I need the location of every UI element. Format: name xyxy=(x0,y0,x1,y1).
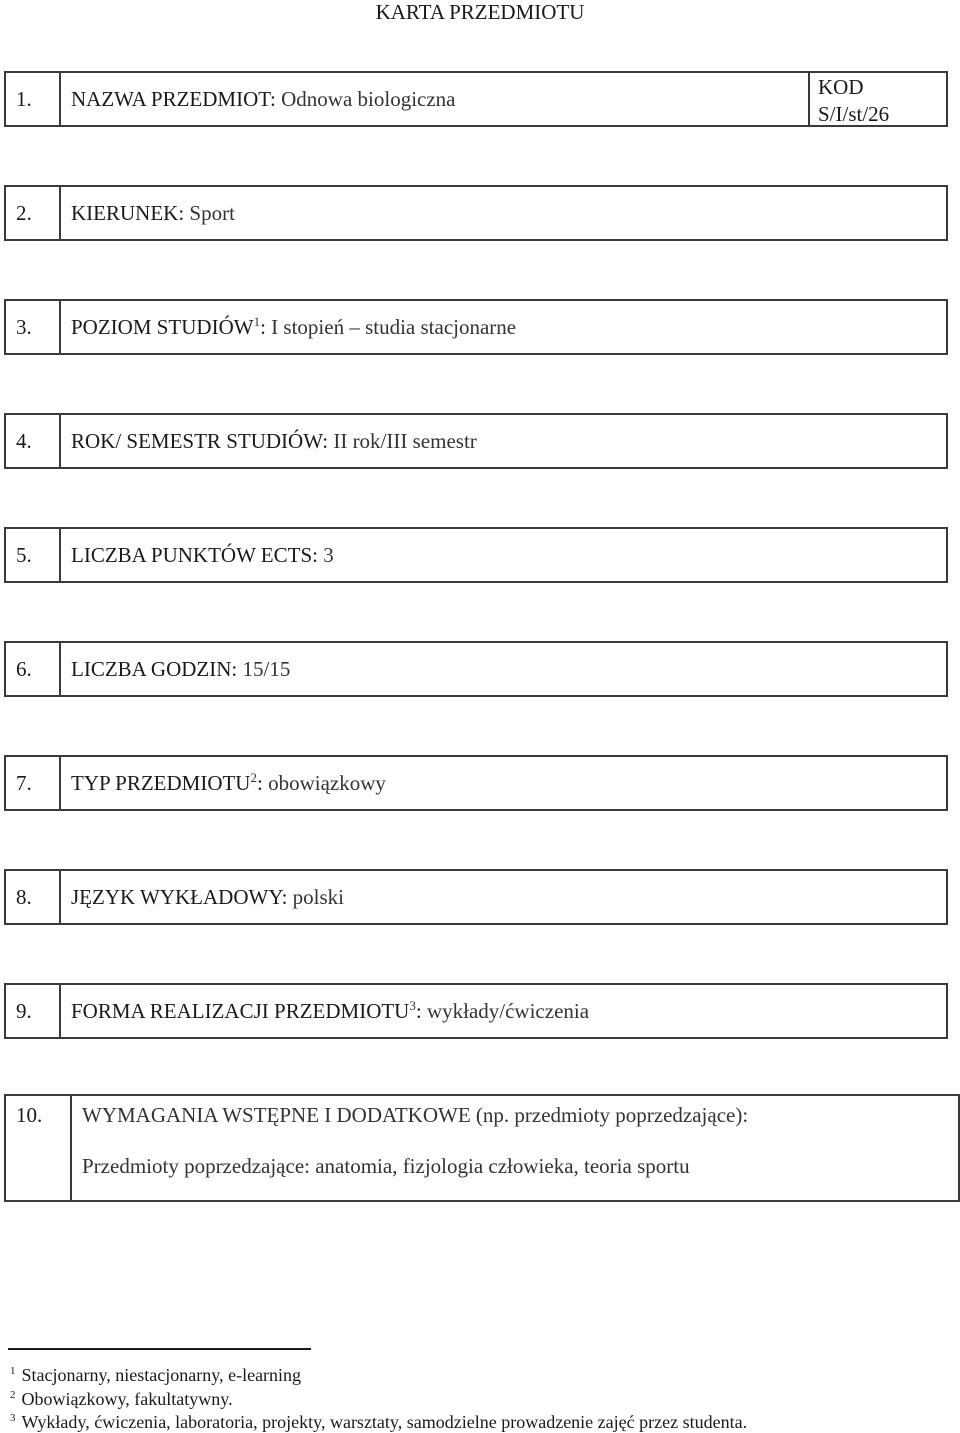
kod-value: S/I/st/26 xyxy=(818,102,890,126)
row-label: FORMA REALIZACJI PRZEDMIOTU xyxy=(71,999,410,1023)
row-number: 7. xyxy=(6,757,61,809)
row-number: 3. xyxy=(6,301,61,353)
footnote-mark: 1 xyxy=(10,1365,16,1377)
row-number: 4. xyxy=(6,415,61,467)
row-value: wykłady/ćwiczenia xyxy=(426,999,590,1023)
footnote-1 xyxy=(10,1360,301,1386)
row-number: 8. xyxy=(6,871,61,923)
row-liczba-godzin xyxy=(4,641,948,697)
row-label: KIERUNEK: xyxy=(71,201,185,225)
row-rok-semestr xyxy=(4,413,948,469)
row-colon: : xyxy=(260,315,266,339)
footnote-divider xyxy=(8,1348,311,1350)
row-number: 10. xyxy=(6,1096,72,1200)
row-content xyxy=(61,757,946,809)
footnote-mark: 2 xyxy=(10,1389,16,1401)
row-content xyxy=(61,871,946,923)
footnote-ref: 3 xyxy=(409,998,416,1013)
row-number: 5. xyxy=(6,529,61,581)
row-forma-realizacji xyxy=(4,983,948,1039)
row-content xyxy=(61,643,946,695)
row-jezyk-wykladowy xyxy=(4,869,948,925)
row-label: ROK/ SEMESTR STUDIÓW: xyxy=(71,429,329,453)
row-label: LICZBA GODZIN: xyxy=(71,657,238,681)
row-content xyxy=(61,415,946,467)
row-typ-przedmiotu xyxy=(4,755,948,811)
footnote-text: Stacjonarny, niestacjonarny, e-learning xyxy=(21,1365,302,1385)
row-punkty-ects xyxy=(4,527,948,583)
page-title: KARTA PRZEDMIOTU xyxy=(375,0,585,24)
row-colon: : xyxy=(415,999,422,1023)
row-label: POZIOM STUDIÓW xyxy=(71,315,254,339)
row-content xyxy=(72,1096,958,1200)
row-number: 9. xyxy=(6,985,61,1037)
row-kierunek xyxy=(4,185,948,241)
row-label: LICZBA PUNKTÓW ECTS: xyxy=(71,543,318,567)
row-content xyxy=(61,73,808,125)
footnote-ref: 1 xyxy=(253,314,261,329)
row-value: Odnowa biologiczna xyxy=(281,87,456,111)
row-number: 6. xyxy=(6,643,61,695)
row-value: II rok/III semestr xyxy=(333,429,477,453)
footnote-3 xyxy=(10,1407,747,1433)
row-poziom-studiow xyxy=(4,299,948,355)
row-value: Sport xyxy=(189,201,235,225)
footnote-text: Wykłady, ćwiczenia, laboratoria, projekty, warsztaty, samodzielne prowadzenie zajęć przez studenta. xyxy=(21,1412,748,1432)
row-heading: WYMAGANIA WSTĘPNE I DODATKOWE (np. przedmioty poprzedzające): xyxy=(82,1103,749,1127)
row-value: polski xyxy=(292,885,344,909)
row-value: obowiązkowy xyxy=(268,771,386,795)
kod-label: KOD xyxy=(818,75,864,99)
row-label: JĘZYK WYKŁADOWY: xyxy=(71,885,288,909)
row-content xyxy=(61,301,946,353)
row-value: 15/15 xyxy=(242,657,291,681)
row-number: 2. xyxy=(6,187,61,239)
row-content xyxy=(61,187,946,239)
footnote-ref: 2 xyxy=(250,770,257,785)
kod-cell xyxy=(808,73,946,125)
row-value: Przedmioty poprzedzające: anatomia, fizjologia człowieka, teoria sportu xyxy=(82,1154,690,1178)
row-value: I stopień – studia stacjonarne xyxy=(271,315,517,339)
row-colon: : xyxy=(256,771,263,795)
row-nazwa-przedmiotu xyxy=(4,71,948,127)
row-content xyxy=(61,985,946,1037)
row-content xyxy=(61,529,946,581)
row-label: NAZWA PRZEDMIOT: xyxy=(71,87,276,111)
row-number: 1. xyxy=(6,73,61,125)
row-wymagania-wstepne xyxy=(4,1094,960,1202)
row-label: TYP PRZEDMIOTU xyxy=(71,771,251,795)
row-value: 3 xyxy=(323,543,334,567)
footnote-mark: 3 xyxy=(10,1412,16,1424)
footnote-text: Obowiązkowy, fakultatywny. xyxy=(21,1389,233,1409)
